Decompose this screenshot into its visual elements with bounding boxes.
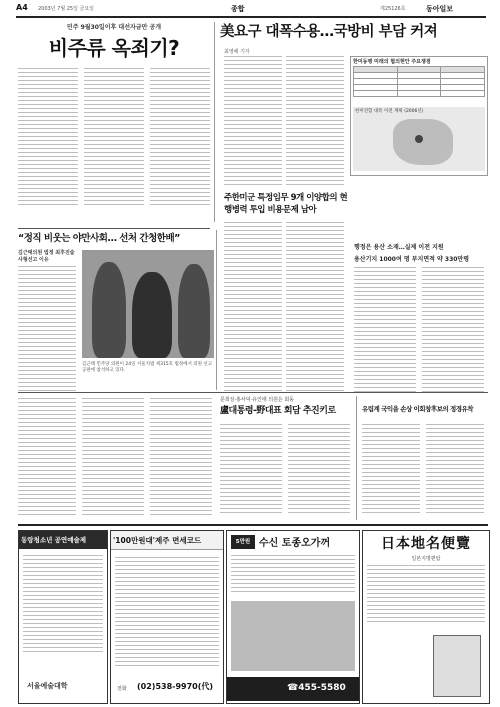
article-intra-party xyxy=(18,22,210,212)
article-body xyxy=(18,398,76,518)
article-body xyxy=(18,266,76,392)
column-divider xyxy=(356,396,357,520)
article-kicker: 민주 9월30일이후 대선자금만 공개 xyxy=(66,24,162,31)
ad-book[interactable] xyxy=(362,530,490,704)
ad-title: 동랑청소년 공연예술제 xyxy=(21,536,87,544)
article-body xyxy=(150,68,210,208)
news-photo xyxy=(82,250,214,358)
article-body xyxy=(82,398,144,518)
article-body xyxy=(224,222,282,392)
person-figure xyxy=(178,264,210,358)
article-body xyxy=(224,56,282,186)
article-body xyxy=(286,56,344,186)
ad-body xyxy=(115,557,219,667)
article-subhead: 주한미군 특정임무 9개 이양합의 현행병력 투입 비용문제 남아 xyxy=(224,193,348,215)
ad-title: 수신 토종오가꺼 xyxy=(259,538,331,549)
article-body xyxy=(84,68,144,208)
article-body xyxy=(362,424,420,516)
photo-caption: 김근태 민주당 의원이 24일 서울지법 제315호 법정에서 의원 선고 공판에 참석하고 있다. xyxy=(82,362,213,373)
person-figure xyxy=(92,262,126,358)
paper-name: 동아일보 xyxy=(426,5,454,13)
ad-phone-label: 전화 xyxy=(117,686,127,692)
article-body xyxy=(150,398,212,518)
photo-caption-head xyxy=(354,242,486,263)
ad-body xyxy=(23,555,103,655)
column-divider xyxy=(214,22,215,222)
ad-festival[interactable] xyxy=(18,530,108,704)
article-kicker: 문희상·홍사덕·유인태 의원은 회동 xyxy=(220,397,294,403)
base-map xyxy=(353,107,485,171)
ads-rule xyxy=(18,524,488,526)
article-headline: 유림계 국익을 손상 이회창후보의 정경유착 xyxy=(362,405,474,413)
caption-sub: 용산기지 1000여 명 부지면적 약 330만평 xyxy=(354,256,470,263)
article-summit xyxy=(220,396,350,520)
ad-duty-free[interactable] xyxy=(110,530,224,704)
caption-main: 행정은 용산 소재…실제 이전 지원 xyxy=(354,244,444,251)
article-body xyxy=(426,424,484,516)
ad-title: '100만원대'제주 면세코드 xyxy=(113,536,202,545)
section-title: 종합 xyxy=(231,5,245,13)
ad-body xyxy=(231,555,355,595)
article-us-demands xyxy=(220,22,486,392)
header-rule xyxy=(16,16,486,18)
ad-cabbage[interactable] xyxy=(226,530,360,704)
article-body xyxy=(286,222,344,392)
map-marker xyxy=(415,135,423,143)
issue-date: 2003년 7월 25일 금요일 xyxy=(38,6,95,12)
issue-table xyxy=(350,56,488,176)
article-body xyxy=(354,267,416,392)
article-byline: 최영해 기자 xyxy=(224,49,250,55)
article-lead: 김근태의원 법정 최후진술 사형선고 이유 xyxy=(18,250,75,263)
issue-table-title: 한미동맹 미래의 협의현안 주요쟁점 xyxy=(353,59,431,65)
article-headline: 美요구 대폭수용…국방비 부담 커져 xyxy=(220,24,438,40)
ad-phone: ☎455-5580 xyxy=(287,683,346,693)
issue-number: 제25126호 xyxy=(380,6,406,12)
article-headline: 盧대통령-野대표 회담 추진키로 xyxy=(220,406,336,416)
issue-table-grid xyxy=(353,66,485,97)
ad-photo xyxy=(231,601,355,671)
article-body xyxy=(422,267,484,392)
page-header xyxy=(16,3,486,15)
map-land xyxy=(393,119,453,165)
page-number: A4 xyxy=(16,3,28,12)
article-headline: “정직 비웃는 야만사회… 선처 간청한배” xyxy=(18,233,180,244)
article-confucian xyxy=(362,396,488,520)
article-headline: 비주류 옥죄기? xyxy=(48,36,180,60)
ad-phone: (02)538-9970(代) xyxy=(137,682,214,691)
person-figure xyxy=(132,272,172,358)
ad-body xyxy=(367,565,485,625)
ad-org: 서울예술대학 xyxy=(27,682,68,690)
article-body xyxy=(288,424,350,516)
ad-subtitle: 일본지명편람 xyxy=(411,556,441,562)
section-rule xyxy=(18,392,488,393)
column-divider xyxy=(216,230,217,390)
article-court xyxy=(18,232,214,392)
ad-title: 日本地名便覽 xyxy=(381,536,471,552)
ad-brand-badge: 5만원 xyxy=(231,535,255,549)
article-body xyxy=(220,424,282,516)
section-rule xyxy=(18,228,210,229)
map-label: 한미연합 대폭 이전 계획 (2006년) xyxy=(355,109,424,114)
article-body xyxy=(18,68,78,208)
book-cover xyxy=(433,635,481,697)
